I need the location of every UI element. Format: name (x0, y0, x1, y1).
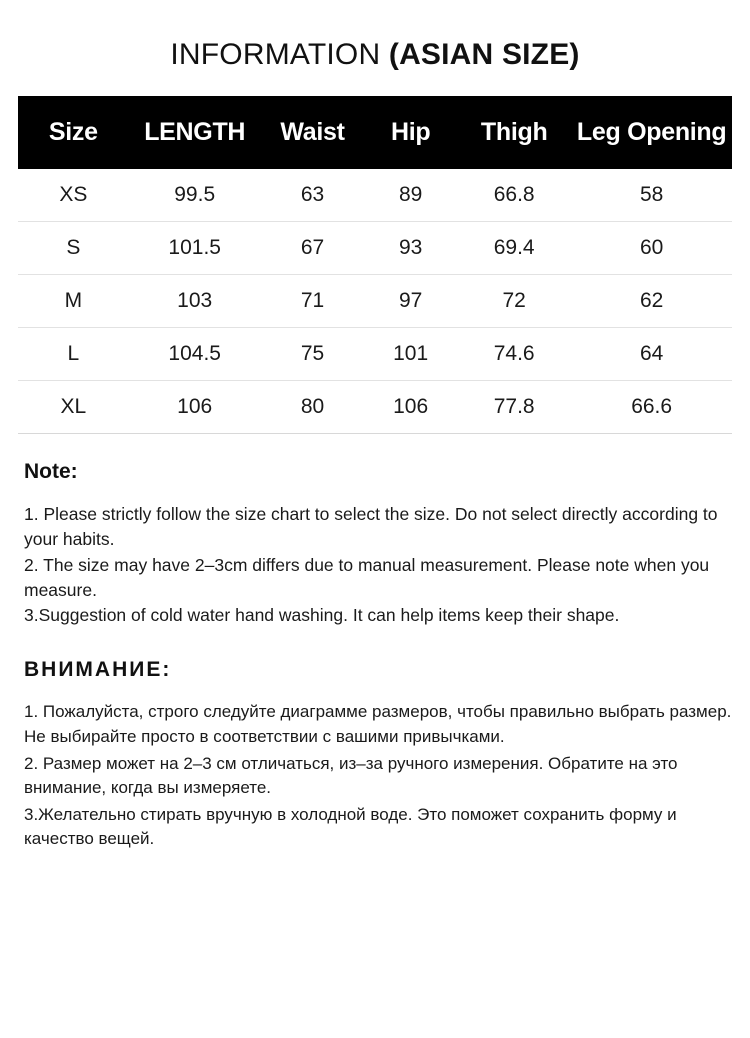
page-title-lead: INFORMATION (170, 38, 389, 71)
note-list-en (24, 502, 732, 628)
cell-length: 104.5 (129, 328, 261, 381)
cell-thigh: 66.8 (457, 169, 571, 222)
note-item: 1. Please strictly follow the size chart to select the size. Do not select directly according to your habits. (24, 504, 718, 549)
cell-waist: 75 (261, 328, 365, 381)
cell-leg-opening: 60 (571, 222, 732, 275)
column-header-leg-opening: Leg Opening (576, 118, 727, 146)
cell-size: XS (18, 169, 129, 222)
cell-leg-opening: 62 (571, 275, 732, 328)
cell-thigh: 72 (457, 275, 571, 328)
table-row (18, 381, 732, 434)
cell-size: S (18, 222, 129, 275)
note-item: 1. Пожалуйста, строго следуйте диаграмме размеров, чтобы правильно выбрать размер. Не выбирайте просто в соответствии с вашими привычками. (24, 702, 732, 746)
cell-waist: 63 (261, 169, 365, 222)
cell-waist: 71 (261, 275, 365, 328)
cell-waist: 80 (261, 381, 365, 434)
cell-hip: 97 (364, 275, 457, 328)
page-title-bold: (ASIAN SIZE) (388, 38, 580, 71)
cell-leg-opening: 64 (571, 328, 732, 381)
cell-hip: 106 (364, 381, 457, 434)
cell-thigh: 69.4 (457, 222, 571, 275)
table-row (18, 222, 732, 275)
cell-hip: 101 (364, 328, 457, 381)
cell-size: M (18, 275, 129, 328)
column-header-waist: Waist (280, 118, 345, 146)
cell-length: 99.5 (129, 169, 261, 222)
note-item: 2. Размер может на 2–3 см отличаться, из–за ручного измерения. Обратите на это внимание, когда вы измеряете. (24, 753, 678, 798)
cell-hip: 93 (364, 222, 457, 275)
note-heading-en: Note: (24, 460, 78, 483)
cell-thigh: 74.6 (457, 328, 571, 381)
table-row (18, 275, 732, 328)
size-chart-table (18, 96, 732, 434)
note-item: 2. The size may have 2–3cm differs due to manual measurement. Please note when you measure. (24, 554, 710, 600)
cell-size: L (18, 328, 129, 381)
cell-length: 103 (129, 275, 261, 328)
cell-length: 106 (129, 381, 261, 434)
page-title (18, 38, 732, 72)
column-header-thigh: Thigh (480, 118, 548, 146)
size-chart-page (0, 38, 750, 1038)
cell-waist: 67 (261, 222, 365, 275)
table-header-row (18, 96, 732, 169)
table-header (18, 96, 732, 169)
note-item: 3.Suggestion of cold water hand washing. It can help items keep their shape. (24, 605, 620, 626)
cell-size: XL (18, 381, 129, 434)
column-header-hip: Hip (390, 118, 431, 146)
cell-leg-opening: 66.6 (571, 381, 732, 434)
cell-length: 101.5 (129, 222, 261, 275)
table-row (18, 328, 732, 381)
cell-thigh: 77.8 (457, 381, 571, 434)
note-heading-ru: ВНИМАНИЕ: (24, 658, 172, 682)
column-header-length: LENGTH (144, 118, 246, 146)
note-item: 3.Желательно стирать вручную в холодной воде. Это поможет сохранить форму и качество вещей. (24, 804, 677, 849)
table-body (18, 169, 732, 434)
note-list-ru (24, 700, 732, 852)
table-row (18, 169, 732, 222)
cell-leg-opening: 58 (571, 169, 732, 222)
column-header-size: Size (48, 118, 98, 146)
cell-hip: 89 (364, 169, 457, 222)
